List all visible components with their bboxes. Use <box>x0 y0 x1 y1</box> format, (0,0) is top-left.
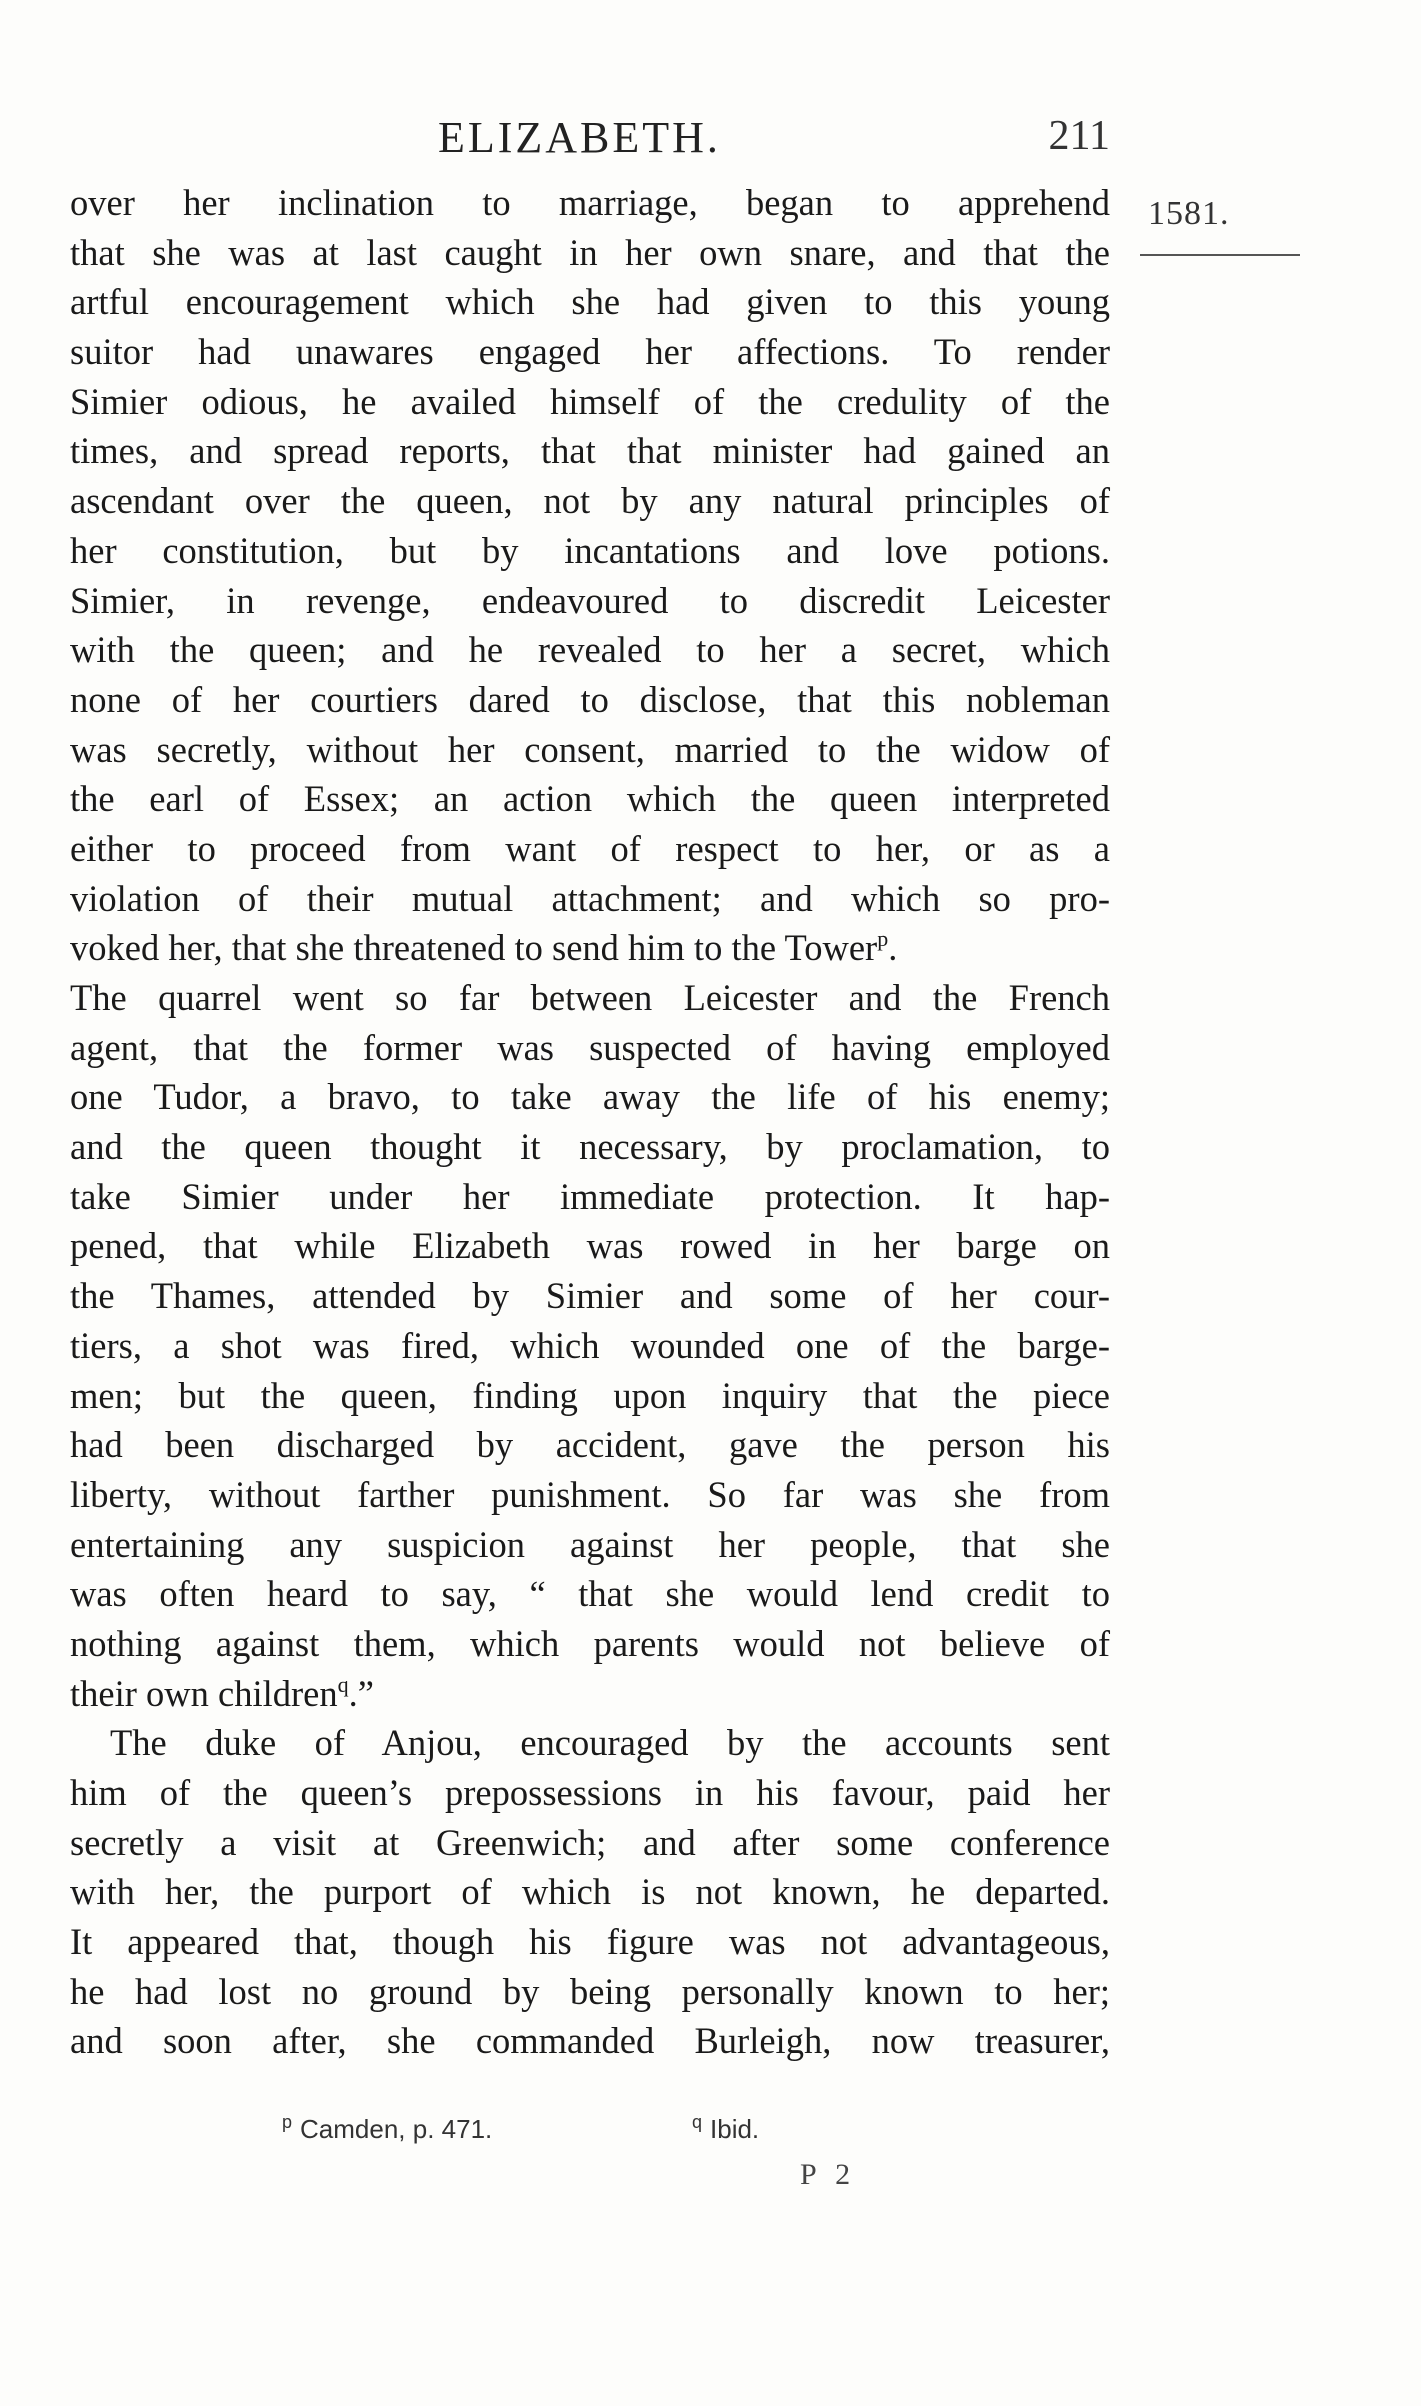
text-line <box>70 2016 1110 2066</box>
footnote-text: Camden, p. 471. <box>300 2114 493 2144</box>
text-line-content: him of the queen’s prepossessions in his favour, paid her <box>70 1772 1110 1813</box>
text-line-content: artful encouragement which she had given to this young <box>70 281 1110 323</box>
text-line <box>70 1122 1110 1172</box>
text-line <box>70 526 1110 576</box>
text-line-content: he had lost no ground by being personally known to her; <box>70 1970 1110 2012</box>
text-line <box>70 1520 1110 1570</box>
body-text <box>70 178 1110 2066</box>
text-line-content: ascendant over the queen, not by any natural principles of <box>70 480 1110 522</box>
text-line <box>70 874 1110 924</box>
running-title: ELIZABETH. <box>438 113 721 162</box>
text-line-content: take Simier under her immediate protection. It hap- <box>70 1175 1110 1217</box>
text-line-content: nothing against them, which parents would not believe of <box>70 1622 1110 1664</box>
text-line <box>70 178 1110 228</box>
text-line-content: her constitution, but by incantations and love potions. <box>70 529 1110 571</box>
text-line <box>70 625 1110 675</box>
footnote-mark: p <box>282 2112 293 2132</box>
footnote <box>692 2112 759 2145</box>
text-line-content: tiers, a shot was fired, which wounded one of the barge- <box>70 1324 1110 1366</box>
text-line <box>70 1569 1110 1619</box>
text-line-content: their own children <box>70 1672 338 1714</box>
text-line-content: violation of their mutual attachment; and which so pro- <box>70 877 1110 919</box>
text-line <box>70 277 1110 327</box>
text-line <box>70 228 1110 278</box>
text-line <box>70 576 1110 626</box>
text-line <box>70 725 1110 775</box>
text-line <box>70 1818 1110 1868</box>
text-line-content: pened, that while Elizabeth was rowed in her barge on <box>70 1225 1110 1267</box>
footnote <box>282 2112 492 2145</box>
margin-year-rule <box>1140 254 1300 256</box>
text-line <box>70 1072 1110 1122</box>
text-line-content: the Thames, attended by Simier and some of her cour- <box>70 1275 1110 1317</box>
text-line-content: the earl of Essex; an action which the queen interpreted <box>70 778 1110 820</box>
text-line <box>70 1967 1110 2017</box>
text-line-content: that she was at last caught in her own snare, and that the <box>70 231 1110 273</box>
footnote-reference: p <box>877 926 889 952</box>
page-number: 211 <box>1048 113 1110 159</box>
text-line <box>70 1867 1110 1917</box>
text-line <box>70 377 1110 427</box>
text-line-content: secretly a visit at Greenwich; and after some conference <box>70 1821 1110 1863</box>
text-line-content: The quarrel went so far between Leicester and the French <box>70 977 1110 1018</box>
text-line <box>70 1619 1110 1669</box>
text-line <box>70 1470 1110 1520</box>
text-line-content: Simier odious, he availed himself of the credulity of the <box>70 380 1110 422</box>
text-line-content: liberty, without farther punishment. So far was she from <box>70 1473 1110 1515</box>
text-line-content: was often heard to say, “ that she would lend credit to <box>70 1573 1110 1615</box>
text-line-content: men; but the queen, finding upon inquiry that the piece <box>70 1374 1110 1416</box>
text-line <box>70 426 1110 476</box>
text-line <box>70 973 1110 1023</box>
text-line-content: times, and spread reports, that that minister had gained an <box>70 430 1110 472</box>
text-line-content: had been discharged by accident, gave the person his <box>70 1424 1110 1466</box>
text-line-content: either to proceed from want of respect to her, or as a <box>70 827 1110 869</box>
text-line <box>70 1271 1110 1321</box>
footnote-mark: q <box>692 2112 703 2132</box>
text-line <box>70 824 1110 874</box>
text-line-content: one Tudor, a bravo, to take away the life of his enemy; <box>70 1076 1110 1118</box>
text-line <box>70 1221 1110 1271</box>
text-line <box>70 1023 1110 1073</box>
text-line-content: with the queen; and he revealed to her a secret, which <box>70 629 1110 671</box>
text-line <box>70 923 1110 973</box>
text-line <box>70 1321 1110 1371</box>
text-line-content: and the queen thought it necessary, by proclamation, to <box>70 1126 1110 1168</box>
page-header <box>70 112 1110 172</box>
text-line-content: over her inclination to marriage, began to apprehend <box>70 182 1110 223</box>
text-line <box>70 1768 1110 1818</box>
text-line <box>70 1917 1110 1967</box>
footnote-text: Ibid. <box>710 2114 760 2144</box>
text-line-tail: . <box>888 927 898 969</box>
text-line <box>70 327 1110 377</box>
text-line-content: The duke of Anjou, encouraged by the accounts sent <box>110 1722 1110 1764</box>
text-line-content: suitor had unawares engaged her affections. To render <box>70 331 1110 373</box>
text-line <box>70 675 1110 725</box>
text-line-content: and soon after, she commanded Burleigh, now treasurer, <box>70 2020 1110 2062</box>
footnote-reference: q <box>337 1671 349 1697</box>
text-line <box>70 1172 1110 1222</box>
text-line-content: entertaining any suspicion against her people, that she <box>70 1523 1110 1565</box>
margin-year: 1581. <box>1148 195 1230 232</box>
text-line-content: agent, that the former was suspected of having employed <box>70 1026 1110 1068</box>
text-line-content: with her, the purport of which is not known, he departed. <box>70 1871 1110 1913</box>
text-line-content: Simier, in revenge, endeavoured to discredit Leicester <box>70 579 1110 621</box>
text-line <box>70 1420 1110 1470</box>
text-line <box>70 774 1110 824</box>
text-line-content: none of her courtiers dared to disclose, that this nobleman <box>70 678 1110 720</box>
text-line-content: It appeared that, though his figure was not advantageous, <box>70 1921 1110 1963</box>
text-line <box>70 1669 1110 1719</box>
text-line-tail: .” <box>348 1672 374 1714</box>
text-line <box>70 1371 1110 1421</box>
text-line-content: was secretly, without her consent, married to the widow of <box>70 728 1110 770</box>
footnotes <box>282 2112 982 2152</box>
signature-mark: P 2 <box>800 2158 857 2191</box>
text-line-content: voked her, that she threatened to send him to the Tower <box>70 927 878 969</box>
text-line <box>70 476 1110 526</box>
text-line <box>70 1718 1110 1768</box>
